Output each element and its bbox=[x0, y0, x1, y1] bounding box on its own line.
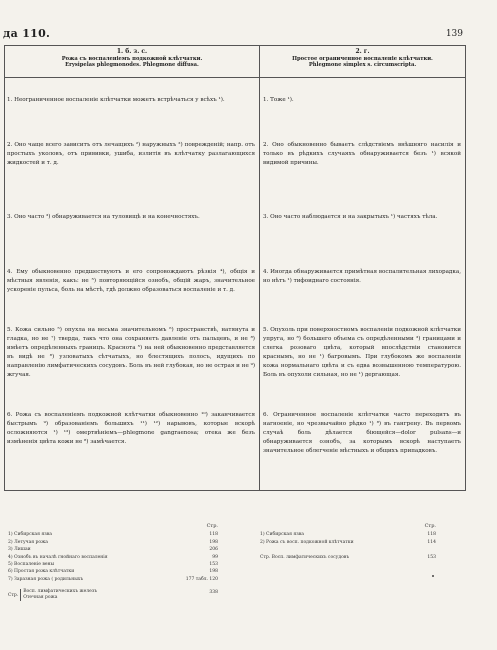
row-2-left: 2. Оно чаще всего зависитъ отъ лечащихъ ²) наружныхъ ²) поврежденій; напр. отъ простыхъ уколовъ, отъ прививки, ушиба, излитія въ клѣтчатку разлагающихся жидкостей и т. д. bbox=[7, 142, 255, 166]
footnote-header: Стр. bbox=[424, 523, 436, 529]
column-divider bbox=[259, 46, 260, 490]
footnote-item: 7) Заразная рожа ( родильныхъ 177 табл. 120 bbox=[8, 576, 218, 582]
row-3-left: 3. Оно часто ³) обнаруживается на туловищѣ и на конечностяхъ. bbox=[7, 214, 200, 220]
row-6-right: 6. Ограниченное воспаленіе клѣтчатки часто переходитъ въ нагноеніе, но чрезвычайно рѣдко ¹) ⁸) въ гангрену. Въ первомъ случаѣ боль дѣлается біющейся—dolor pulsans—и обнаруживается ознобъ, за которымъ вскорѣ наступаетъ значительное облегченіе мѣстныхъ и общихъ припадковъ. bbox=[263, 412, 461, 454]
footnote-item: 5) Воспаленіе вены 153 bbox=[8, 562, 218, 568]
comparison-table bbox=[4, 45, 466, 491]
footnote-item: 6) Простая рожа клѣтчатки 198 bbox=[8, 569, 218, 575]
column-number: 2. г. bbox=[355, 48, 370, 55]
footnote-extra: Стр. Восп. лимфатическихъ железъ Отечная рожа 338 bbox=[8, 589, 218, 601]
column-title: Простое ограниченное воспаленіе клѣтчатки. bbox=[292, 55, 433, 62]
row-1-right: 1. Тоже ¹). bbox=[263, 97, 294, 103]
footnote-item: 2) Рожа съ восп. подкожной клѣтчатки 114 bbox=[260, 539, 436, 545]
row-6-left: 6. Рожа съ воспаленіемъ подкожной клѣтчатки обыкновенно ¹⁰) заканчивается быстрымъ ⁹) образованіемъ большихъ ¹¹) ¹²) нарывовъ, которые вскорѣ осложняются ¹) ¹³) омертвѣніемъ—phlegmone gangraenosa; отека же безъ измѣненія цвѣта кожи не ⁸) замѣчается. bbox=[7, 412, 255, 445]
column-header-right bbox=[260, 49, 465, 69]
footnote-item: 1) Сибирская язва 118 bbox=[8, 532, 218, 538]
row-5-right: 5. Опухоль при поверхностномъ воспаленіи подкожной клѣтчатки упруга, но ⁸) большего объема съ опредѣленными ³) границами и слегка розоваго цвѣта, который впослѣдствіи становится краснымъ, но не ¹) багровымъ. При глубокомъ же воспаленіи кожа нормальнаго цвѣта и съ едва возвышенною температурою. Боль въ опухоли сильная, но не ¹) дергающая. bbox=[263, 327, 461, 378]
footnote-item: 2) Летучая рожа 198 bbox=[8, 539, 218, 545]
running-header: да 110. bbox=[3, 27, 51, 40]
header-rule bbox=[5, 77, 465, 78]
row-4-left: 4. Ему обыкновенно предшествуютъ и его сопровождаютъ рѣзкія ⁴), общія и мѣстныя явленія, какъ: не ⁵) повторяющійся ознобъ, общій жаръ, значительное ускореніе пульса, боль на мѣстѣ, гдѣ должно образоваться воспаленіе и т. д. bbox=[7, 269, 255, 293]
row-3-right: 3. Оно часто наблюдается и на закрытыхъ ¹) частяхъ тѣла. bbox=[263, 214, 438, 220]
column-header-left bbox=[5, 49, 259, 69]
column-title: Рожа съ воспаленіемъ подкожной клѣтчатки. bbox=[61, 55, 203, 62]
footnote-item: 4) Ознобъ въ началѣ гнойнаго воспаленія 99 bbox=[8, 554, 218, 560]
footnote-item: 1) Сибирская язва 118 bbox=[260, 532, 436, 538]
row-5-left: 5. Кожа сильно ⁵) опухла на весьма значительномъ ⁶) пространствѣ, натянута и гладка, но не ⁷) тверда, такъ что она сохраняетъ давленіе отъ пальцевъ, и не ⁸) имѣетъ опредѣленныхъ границъ. Краснота ⁵) на ней обыкновенно представляется въ видѣ не ⁸) узловатыхъ сѣтчатыхъ, но блестящихъ полосъ, идущихъ по направленію лимфатическихъ сосудовъ. Боль въ ней глубокая, но не острая и не ⁹) жгучая. bbox=[7, 327, 255, 378]
row-1-left: 1. Неограниченное воспаленіе клѣтчатки можетъ встрѣчаться у всѣхъ ¹). bbox=[7, 97, 225, 103]
column-latin-title: Erysipelas phlegmonodes. Phlegmone diffusa. bbox=[65, 62, 199, 68]
column-latin-title: Phlegmone simplex s. circumscripta. bbox=[308, 62, 417, 68]
row-4-right: 4. Иногда обнаруживается примѣтная воспалительная лихорадка, но нѣтъ ¹) тифоиднаго состоянія. bbox=[263, 269, 461, 284]
ink-mark bbox=[432, 575, 434, 577]
page-number: 139 bbox=[445, 29, 463, 39]
footnote-extra: Стр. Восп. лимфатическихъ сосудовъ 153 bbox=[260, 555, 436, 561]
footnote-header: Стр. bbox=[206, 523, 218, 529]
row-2-right: 2. Оно обыкновенно бываетъ слѣдствіемъ внѣшняго насилія и только въ рѣдкихъ случаяхъ обнаруживается безъ ¹) всякой видимой причины. bbox=[263, 142, 461, 166]
footnotes-right bbox=[260, 523, 436, 562]
footnotes-left bbox=[8, 523, 218, 601]
column-number: 1. б. з. с. bbox=[116, 48, 148, 55]
footnote-item: 3) Лишаи 206 bbox=[8, 547, 218, 553]
